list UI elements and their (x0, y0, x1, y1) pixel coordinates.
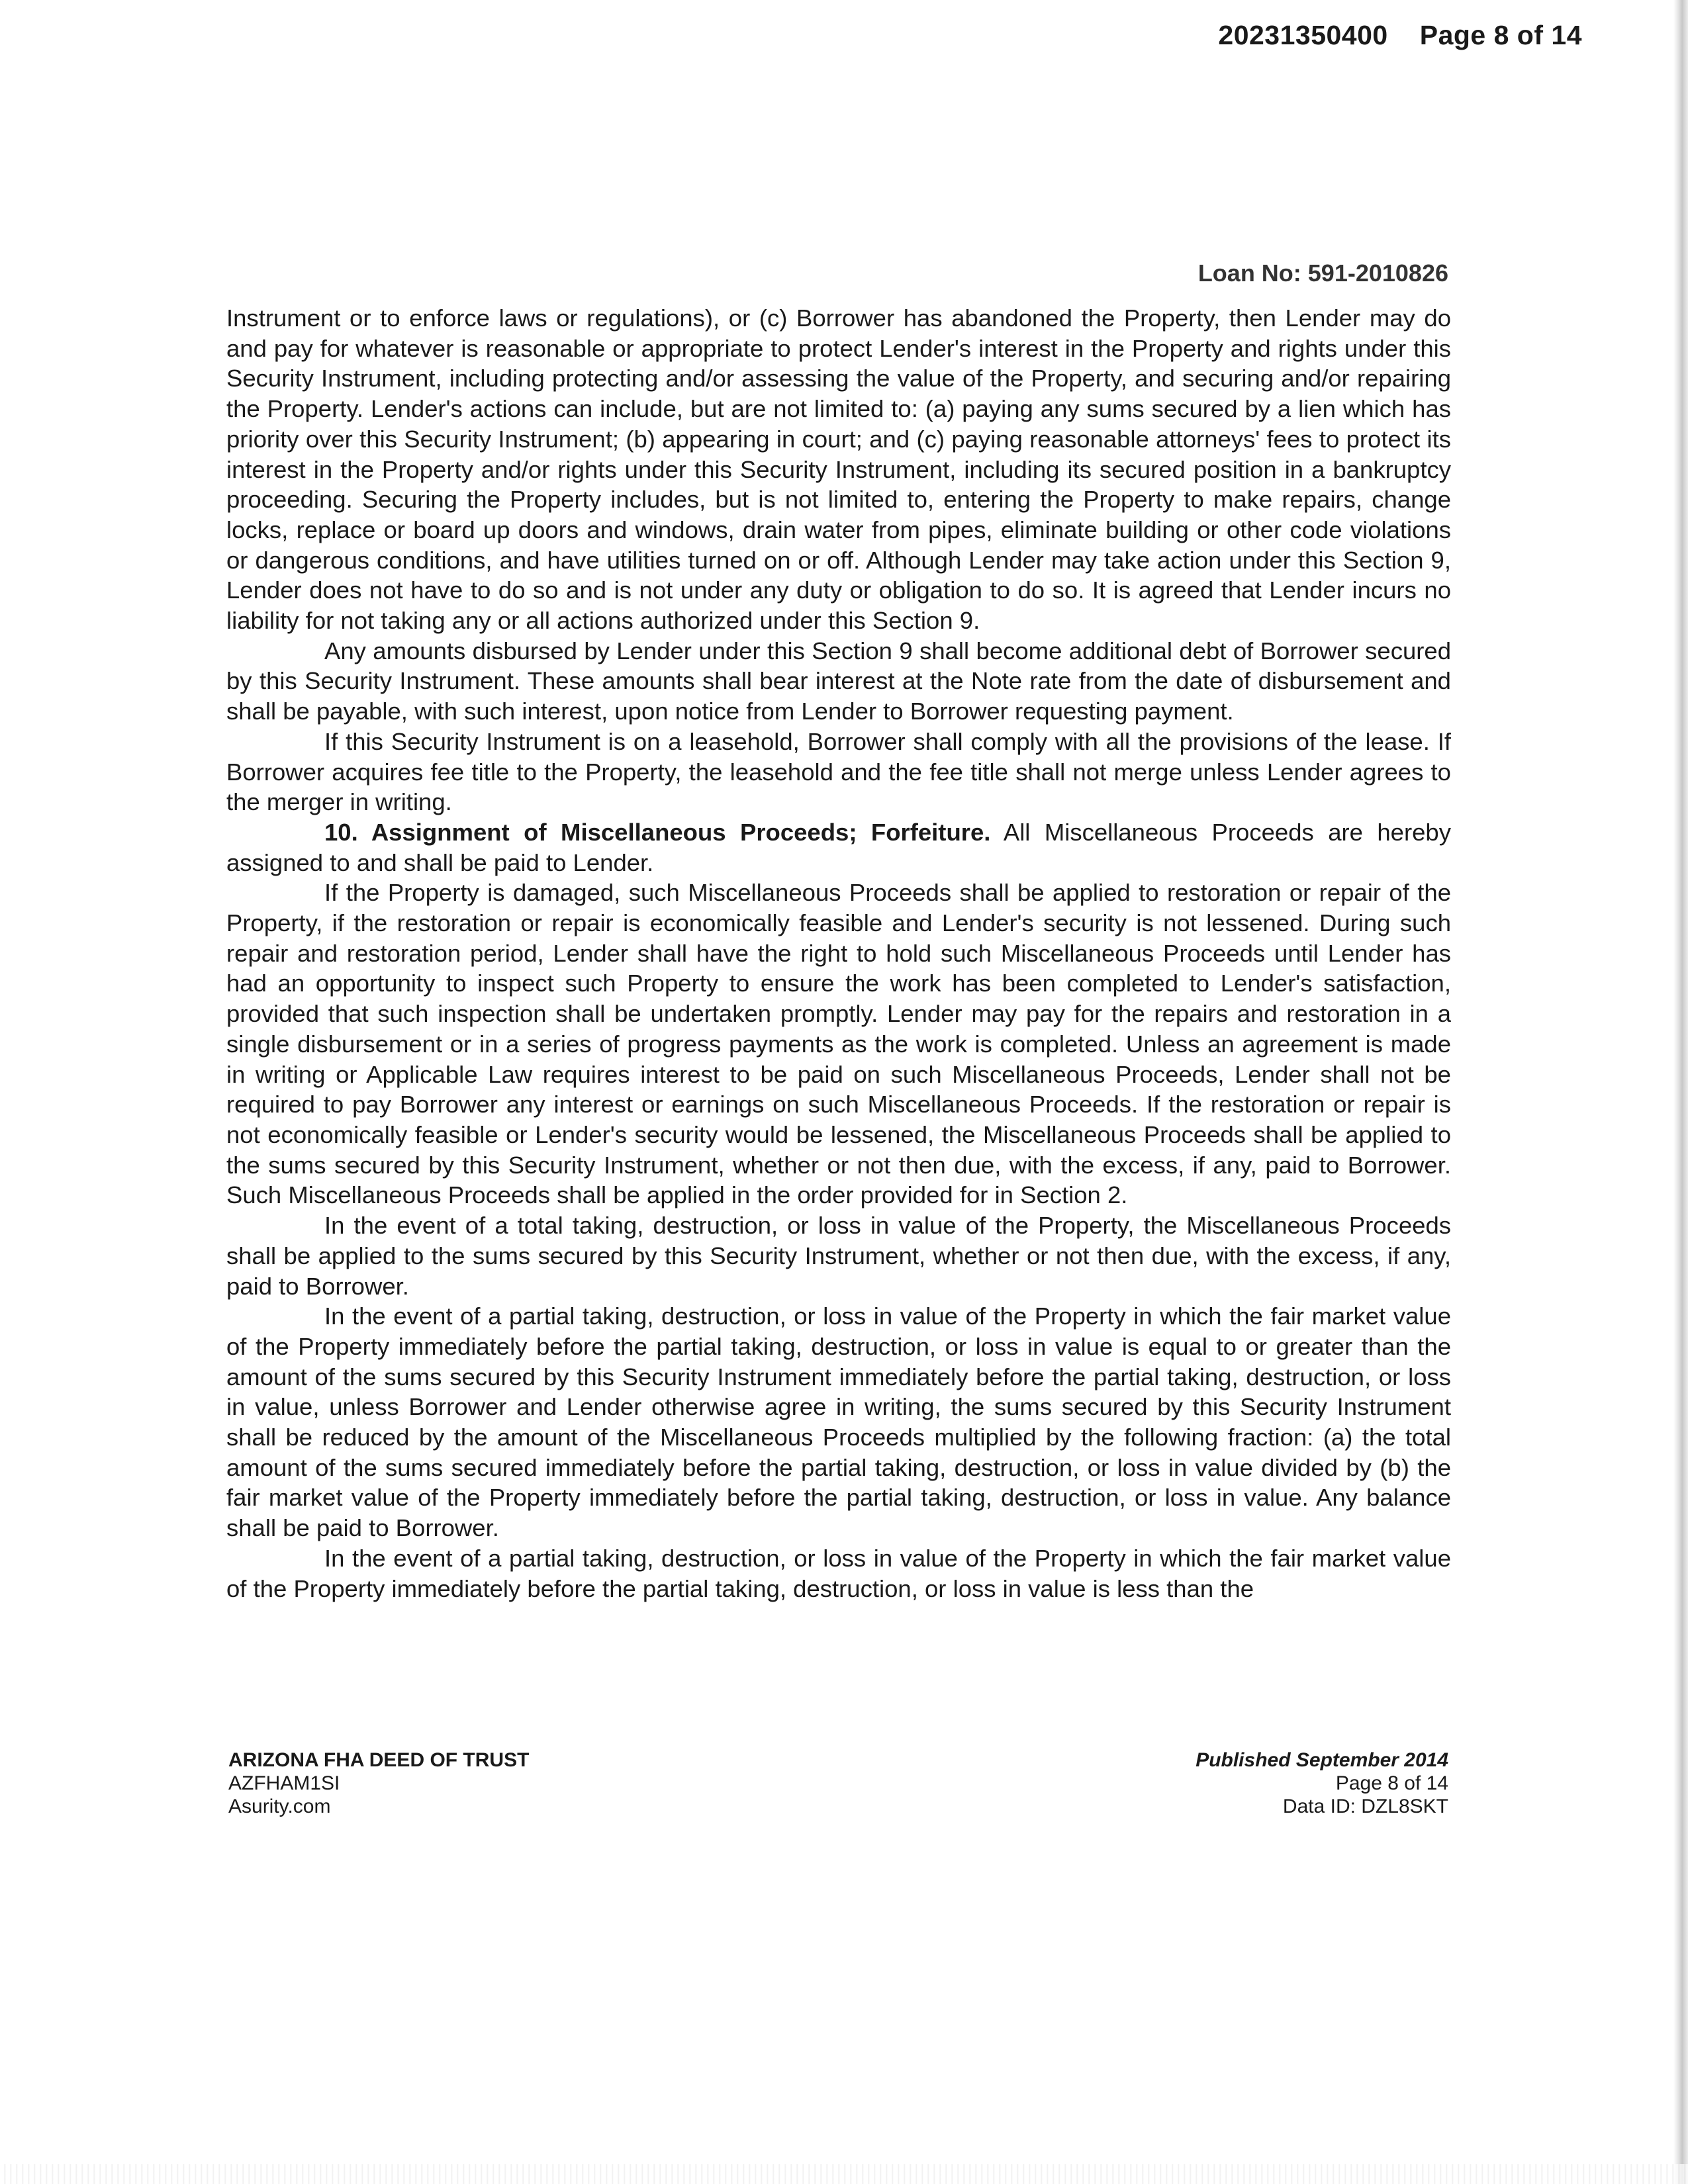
form-title: ARIZONA FHA DEED OF TRUST (228, 1749, 530, 1771)
footer-form-info (228, 1749, 529, 1818)
recording-header (1218, 20, 1582, 51)
paragraph: If this Security Instrument is on a leasehold, Borrower shall comply with all the provisions of the lease. If Borrower acquires fee title to the Property, the leasehold and the fee title shall not merge unless Lender agrees to the merger in writing. (226, 727, 1451, 816)
document-number: 20231350400 (1218, 20, 1388, 50)
paragraph: Any amounts disbursed by Lender under this Section 9 shall become additional debt of Borrower secured by this Security Instrument. These amounts shall bear interest at the Note rate from the date of disbursement and shall be payable, with such interest, upon notice from Lender to Borrower requesting payment. (226, 637, 1451, 725)
scan-bottom-noise (0, 2164, 1688, 2184)
published-date: Published September 2014 (1196, 1749, 1448, 1771)
header-page-label: Page 8 of 14 (1419, 20, 1582, 50)
scan-edge-shadow (1673, 0, 1688, 2184)
section-heading: 10. Assignment of Miscellaneous Proceeds; Forfeiture. (324, 818, 991, 846)
footer-page-info (1196, 1749, 1448, 1818)
section-10-paragraph (226, 817, 1451, 878)
paragraph: In the event of a total taking, destruction, or loss in value of the Property, the Miscellaneous Proceeds shall be applied to the sums secured by this Security Instrument, whether or not then due, with the excess, if any, paid to Borrower. (226, 1212, 1451, 1300)
form-code: AZFHAM1SI (228, 1772, 340, 1794)
paragraph: If the Property is damaged, such Miscellaneous Proceeds shall be applied to restoration or repair of the Property, if the restoration or repair is economically feasible and Lender's security is not lessened. During such repair and restoration period, Lender shall have the right to hold such Miscellaneous Proceeds until Lender has had an opportunity to inspect such Property to ensure the work has been completed to Lender's satisfaction, provided that such inspection shall be undertaken promptly. Lender may pay for the repairs and restoration in a single disbursement or in a series of progress payments as the work is completed. Unless an agreement is made in writing or Applicable Law requires interest to be paid on such Miscellaneous Proceeds, Lender shall not be required to pay Borrower any interest or earnings on such Miscellaneous Proceeds. If the restoration or repair is not economically feasible or Lender's security would be lessened, the Miscellaneous Proceeds shall be applied to the sums secured by this Security Instrument, whether or not then due, with the excess, if any, paid to Borrower. Such Miscellaneous Proceeds shall be applied in the order provided for in Section 2. (226, 879, 1451, 1209)
publisher-website: Asurity.com (228, 1796, 331, 1817)
paragraph: In the event of a partial taking, destruction, or loss in value of the Property in which the fair market value of the Property immediately before the partial taking, destruction, or loss in value is equal to or greater than the amount of the sums secured by this Security Instrument immediately before the partial taking, destruction, or loss in value, unless Borrower and Lender otherwise agree in writing, the sums secured by this Security Instrument shall be reduced by the amount of the Miscellaneous Proceeds multiplied by the following fraction: (a) the total amount of the sums secured immediately before the partial taking, destruction, or loss in value divided by (b) the fair market value of the Property immediately before the partial taking, destruction, or loss in value. Any balance shall be paid to Borrower. (226, 1302, 1451, 1542)
footer-page-number: Page 8 of 14 (1335, 1772, 1448, 1794)
paragraph: Instrument or to enforce laws or regulations), or (c) Borrower has abandoned the Property, then Lender may do and pay for whatever is reasonable or appropriate to protect Lender's interest in the Property and rights under this Security Instrument, including protecting and/or assessing the value of the Property, and securing and/or repairing the Property. Lender's actions can include, but are not limited to: (a) paying any sums secured by a lien which has priority over this Security Instrument; (b) appearing in court; and (c) paying reasonable attorneys' fees to protect its interest in the Property and/or rights under this Security Instrument, including its secured position in a bankruptcy proceeding. Securing the Property includes, but is not limited to, entering the Property to make repairs, change locks, replace or board up doors and windows, drain water from pipes, eliminate building or other code violations or dangerous conditions, and have utilities turned on or off. Although Lender may take action under this Section 9, Lender does not have to do so and is not under any duty or obligation to do so. It is agreed that Lender incurs no liability for not taking any or all actions authorized under this Section 9. (226, 304, 1451, 635)
section-text: All Miscellaneous Proceeds are hereby assigned to and shall be paid to Lender. (226, 818, 1451, 876)
document-body (226, 303, 1451, 1604)
data-id: Data ID: DZL8SKT (1282, 1796, 1448, 1817)
loan-number: Loan No: 591-2010826 (1197, 259, 1448, 287)
paragraph: In the event of a partial taking, destruction, or loss in value of the Property in which the fair market value of the Property immediately before the partial taking, destruction, or loss in value is less than the (226, 1544, 1451, 1602)
